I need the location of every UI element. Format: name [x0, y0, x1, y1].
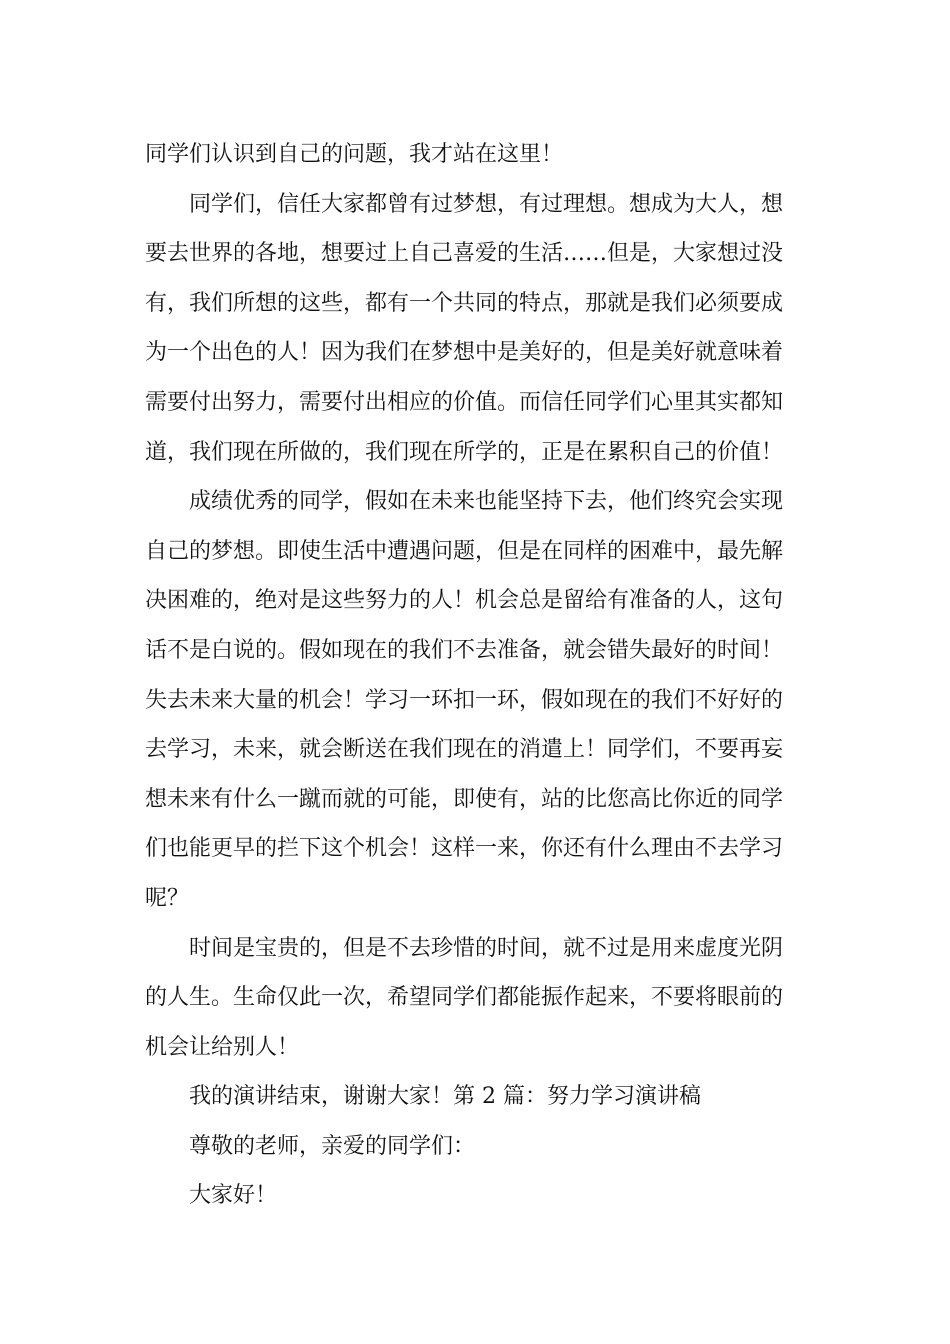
text-line: 需要付出努力，需要付出相应的价值。而信任同学们心里其实都知 [145, 389, 784, 415]
text-line: 决困难的，绝对是这些努力的人！机会总是留给有准备的人，这句 [145, 588, 784, 614]
text-line: 同学们认识到自己的问题，我才站在这里！ [145, 142, 564, 167]
text-line: 想未来有什么一蹴而就的可能，即使有，站的比您高比你近的同学 [145, 786, 784, 812]
text-line: 去学习，未来，就会断送在我们现在的消遣上！同学们，不要再妄 [145, 737, 784, 763]
text-line: 道，我们现在所做的，我们现在所学的，正是在累积自己的价值！ [145, 439, 784, 465]
text-line: 要去世界的各地，想要过上自己喜爱的生活……但是，大家想过没 [145, 241, 784, 267]
text-line: 话不是白说的。假如现在的我们不去准备，就会错失最好的时间！ [145, 637, 784, 663]
paragraph-start-line: 同学们，信任大家都曾有过梦想，有过理想。想成为大人，想 [189, 191, 784, 217]
text-line: 失去未来大量的机会！学习一环扣一环，假如现在的我们不好好的 [145, 687, 784, 713]
text-line: 自己的梦想。即使生活中遭遇问题，但是在同样的困难中，最先解 [145, 538, 784, 564]
text-line: 有，我们所想的这些，都有一个共同的特点，那就是我们必须要成 [145, 290, 784, 316]
text-line: 的人生。生命仅此一次，希望同学们都能振作起来，不要将眼前的 [145, 985, 784, 1011]
salutation-line: 尊敬的老师，亲爱的同学们： [189, 1133, 476, 1159]
paragraph-start-line: 成绩优秀的同学，假如在未来也能坚持下去，他们终究会实现 [189, 489, 784, 515]
text-line: 们也能更早的拦下这个机会！这样一来，你还有什么理由不去学习 [145, 836, 784, 862]
greeting-line: 大家好！ [189, 1183, 278, 1209]
text-line: 为一个出色的人！因为我们在梦想中是美好的，但是美好就意味着 [145, 340, 784, 366]
text-line: 机会让给别人！ [145, 1034, 300, 1060]
text-line: 呢？ [145, 885, 190, 911]
document-body [145, 130, 807, 1221]
closing-line: 我的演讲结束，谢谢大家！第 2 篇：努力学习演讲稿 [189, 1084, 701, 1110]
paragraph-start-line: 时间是宝贵的，但是不去珍惜的时间，就不过是用来虚度光阴 [189, 935, 784, 961]
